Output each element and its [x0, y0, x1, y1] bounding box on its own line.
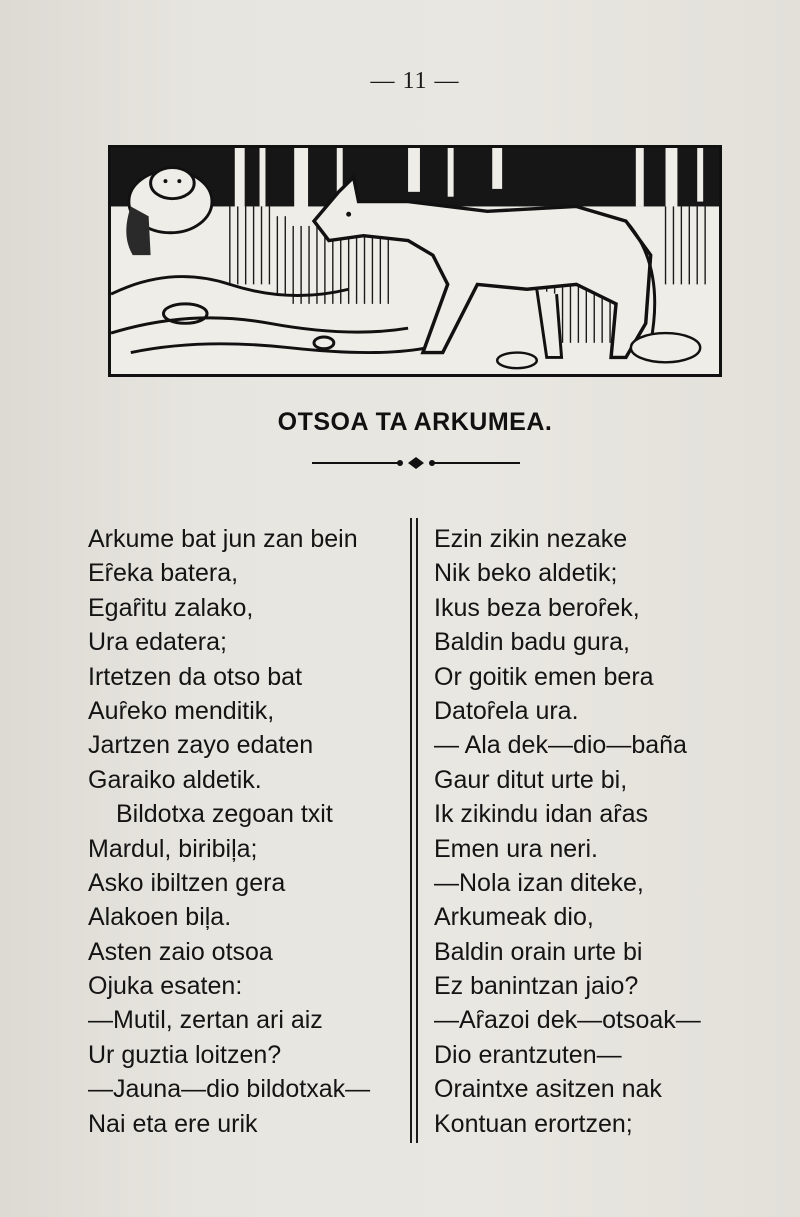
poem-line: Kontuan erortzen; [434, 1109, 633, 1138]
poem-line: —Mutil, zertan ari aiz [88, 1006, 323, 1035]
poem-line: Or goitik emen bera [434, 662, 654, 691]
poem-line: Asko ibiltzen gera [88, 868, 286, 897]
poem-line: Ur guztia loitzen? [88, 1040, 282, 1069]
poem-right-column [434, 522, 764, 1141]
poem-line: —Aȓazoi dek—otsoak— [434, 1006, 701, 1035]
poem-line: Asten zaio otsoa [88, 937, 273, 966]
poem-line: Garaiko aldetik. [88, 765, 262, 794]
poem-line: Alakoen biļa. [88, 903, 232, 932]
poem-line: Irtetzen da otso bat [88, 662, 303, 691]
poem-left-column [88, 522, 403, 1141]
poem-line: Arkume bat jun zan bein [88, 525, 358, 553]
poem-line: Egaȓitu zalako, [88, 593, 254, 622]
poem-line: Ikus beza beroȓek, [434, 593, 640, 622]
poem-line: Nik beko aldetik; [434, 559, 618, 588]
poem-line: Arkumeak dio, [434, 903, 594, 932]
poem-line: Ezin zikin nezake [434, 525, 628, 553]
poem-line: — Ala dek—dio—baña [434, 731, 687, 760]
column-divider [410, 518, 418, 1143]
poem-line: Dio erantzuten— [434, 1040, 622, 1069]
page-number: — 11 — [370, 68, 460, 94]
poem-line: Baldin badu gura, [434, 628, 630, 657]
poem-line: Ura edatera; [88, 628, 227, 657]
poem-title: OTSOA TA ARKUMEA. [277, 408, 553, 436]
poem-line: Ik zikindu idan aȓas [434, 800, 649, 829]
poem-line: Eȓeka batera, [88, 559, 239, 588]
poem-line: —Nola izan diteke, [434, 868, 644, 897]
poem-line: Emen ura neri. [434, 834, 598, 863]
poem-line: Nai eta ere urik [88, 1109, 258, 1138]
poem-line: —Jauna—dio bildotxak— [88, 1075, 371, 1104]
poem-line: Bildotxa zegoan txit [116, 800, 333, 829]
poem-line: Gaur ditut urte bi, [434, 765, 628, 794]
poem-line: Oraintxe asitzen nak [434, 1075, 662, 1104]
poem-line: Ojuka esaten: [88, 972, 243, 1001]
ornament-divider-icon [312, 453, 520, 473]
poem-line: Ez banintzan jaio? [434, 972, 639, 1001]
poem-line: Baldin orain urte bi [434, 937, 643, 966]
poem-line: Datoȓela ura. [434, 696, 579, 725]
poem-line: Jartzen zayo edaten [88, 731, 314, 760]
poem-line: Auȓeko menditik, [88, 696, 275, 725]
poem-line: Mardul, biribiļa; [88, 834, 258, 863]
wolf-and-lamb-woodcut-icon [108, 145, 722, 377]
